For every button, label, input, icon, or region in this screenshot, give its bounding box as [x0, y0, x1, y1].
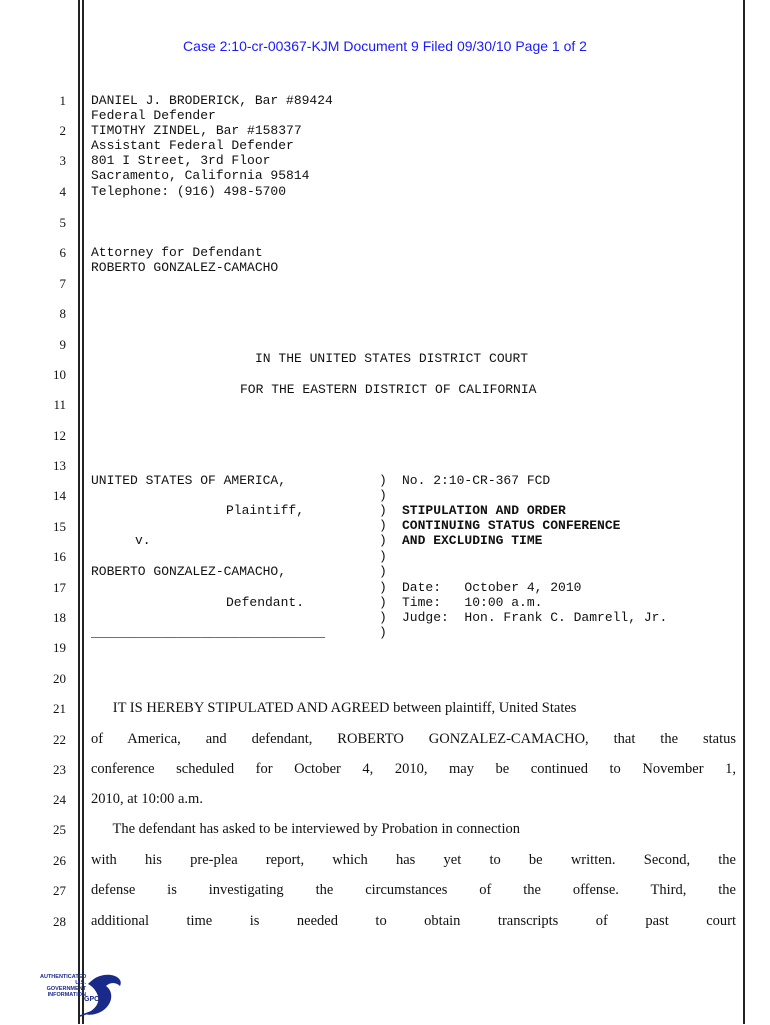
caption-paren: ) — [379, 580, 387, 595]
defendant-role: Defendant. — [226, 595, 305, 610]
line-number: 15 — [53, 519, 66, 534]
caption-paren: ) — [379, 595, 387, 610]
line-number: 16 — [53, 549, 66, 564]
defendant-name: ROBERTO GONZALEZ-CAMACHO, — [91, 564, 287, 579]
line-number: 21 — [53, 701, 66, 716]
body-line: additional time is needed to obtain transcripts of past court — [91, 913, 736, 929]
caption-paren: ) — [379, 625, 387, 640]
body-line: The defendant has asked to be interviewed by Probation in connection — [91, 821, 520, 837]
body-line: 2010, at 10:00 a.m. — [91, 791, 203, 807]
body-line: with his pre-plea report, which has yet to be written. Second, the — [91, 852, 736, 868]
line-number: 19 — [53, 640, 66, 655]
caption-paren: ) — [379, 503, 387, 518]
seal-gpo: GPO — [84, 996, 100, 1003]
line-number: 7 — [59, 276, 66, 291]
hearing-date: Date: October 4, 2010 — [402, 580, 582, 595]
attorney-for-client: ROBERTO GONZALEZ-CAMACHO — [91, 260, 279, 275]
counsel-line: TIMOTHY ZINDEL, Bar #158377 — [91, 123, 302, 138]
caption-paren: ) — [379, 549, 387, 564]
line-number: 11 — [53, 397, 66, 412]
body-line: conference scheduled for October 4, 2010, may be continued to November 1, — [91, 761, 736, 777]
line-number: 12 — [53, 428, 66, 443]
versus: v. — [135, 533, 151, 548]
case-header: Case 2:10-cr-00367-KJM Document 9 Filed 09/30/10 Page 1 of 2 — [183, 38, 587, 54]
left-margin-rule-outer — [78, 0, 80, 1024]
line-number: 22 — [53, 732, 66, 747]
counsel-line: Sacramento, California 95814 — [91, 168, 310, 183]
line-number: 10 — [53, 367, 66, 382]
line-number: 26 — [53, 853, 66, 868]
counsel-line: 801 I Street, 3rd Floor — [91, 153, 271, 168]
body-line: defense is investigating the circumstances of the offense. Third, the — [91, 882, 736, 898]
caption-underline: ______________________________ — [91, 625, 326, 640]
plaintiff-role: Plaintiff, — [226, 503, 305, 518]
attorney-for-label: Attorney for Defendant — [91, 245, 263, 260]
counsel-line: DANIEL J. BRODERICK, Bar #89424 — [91, 93, 333, 108]
caption-paren: ) — [379, 518, 387, 533]
court-district: FOR THE EASTERN DISTRICT OF CALIFORNIA — [240, 382, 537, 397]
line-number: 5 — [59, 215, 66, 230]
gpo-authentication-seal — [40, 970, 130, 1020]
caption-paren: ) — [379, 473, 387, 488]
document-title-line: CONTINUING STATUS CONFERENCE — [402, 518, 621, 533]
left-margin-rule-inner — [82, 0, 84, 1024]
line-number: 8 — [59, 306, 66, 321]
line-number: 28 — [53, 914, 66, 929]
line-number: 14 — [53, 488, 66, 503]
seal-text: INFORMATION — [47, 992, 86, 998]
counsel-line: Federal Defender — [91, 108, 216, 123]
line-number: 3 — [59, 153, 66, 168]
seal-text: U.S. GOVERNMENT — [46, 980, 86, 992]
line-number: 6 — [59, 245, 66, 260]
line-number: 1 — [59, 93, 66, 108]
line-number: 13 — [53, 458, 66, 473]
caption-paren: ) — [379, 564, 387, 579]
case-number: No. 2:10-CR-367 FCD — [402, 473, 551, 488]
line-number: 4 — [59, 184, 66, 199]
line-number: 27 — [53, 883, 66, 898]
caption-paren: ) — [379, 610, 387, 625]
hearing-judge: Judge: Hon. Frank C. Damrell, Jr. — [402, 610, 668, 625]
line-number: 23 — [53, 762, 66, 777]
counsel-line: Telephone: (916) 498-5700 — [91, 184, 287, 199]
right-margin-rule — [743, 0, 745, 1024]
counsel-line: Assistant Federal Defender — [91, 138, 294, 153]
caption-paren: ) — [379, 488, 387, 503]
body-line: IT IS HEREBY STIPULATED AND AGREED between plaintiff, United States — [91, 700, 577, 716]
seal-text: AUTHENTICATED — [40, 974, 87, 980]
line-number: 9 — [59, 337, 66, 352]
document-title-line: STIPULATION AND ORDER — [402, 503, 566, 518]
line-number: 24 — [53, 792, 66, 807]
line-number: 17 — [53, 580, 66, 595]
line-number: 25 — [53, 822, 66, 837]
line-number: 18 — [53, 610, 66, 625]
plaintiff-name: UNITED STATES OF AMERICA, — [91, 473, 287, 488]
caption-paren: ) — [379, 533, 387, 548]
body-line: of America, and defendant, ROBERTO GONZALEZ-CAMACHO, that the status — [91, 731, 736, 747]
line-number: 20 — [53, 671, 66, 686]
hearing-time: Time: 10:00 a.m. — [402, 595, 543, 610]
line-number: 2 — [59, 123, 66, 138]
document-title-line: AND EXCLUDING TIME — [402, 533, 543, 548]
court-name: IN THE UNITED STATES DISTRICT COURT — [255, 351, 529, 366]
